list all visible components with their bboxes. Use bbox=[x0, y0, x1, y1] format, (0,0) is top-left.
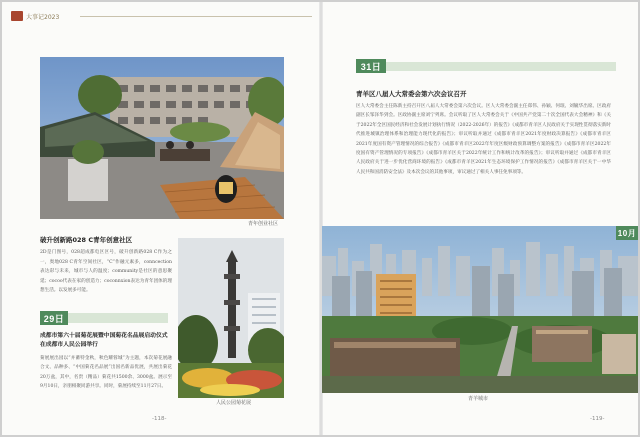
section2-body: 菊展展出园以“并蓄特金秋，秋色耀蓉城”为主题，本次菊花展融合文、品种多、“中国菊花名品展”出国名新品优展，共展出菊花20万盆，其中，名贵（精品）菊花共1500余、3000盆。展示至9月10日，亲朋相聚同游共享。同时，菊展持续至11月27日。 bbox=[40, 356, 172, 389]
logo-text: 大事记2023 bbox=[26, 13, 60, 21]
date-bar-31 bbox=[356, 62, 616, 71]
page-number-right: -119- bbox=[590, 416, 605, 422]
right-section-body: 区人大常委会主任陈新主持召开区八届人大常委会第六次会议。区人大常委会副主任郑伟、孙颖、何珉、刘毓华出席。区政府副区长邹泽华到会。区政协副主席刘宁列席。会议听取了区人大常委会关于《中国共产党第二十次全国代表大会精神》和《关于2022年全区国民经济和社会发展计划执行情况（2022-2026年）的报告》《成都市青羊区人民政府关于实现性贯彻落实新时代推进城镇治理体系和治理能力现代化的报告》；审议听取并通过《成都市青羊区2021年度财政决算报告》《成都市青羊区2021年度国有资产管理情况的综合报告》《成都市青羊区2022年年度区级财政预算调整方案的报告》《成都市青羊区2022年度国有资产管理情况的专项报告》《成都市青羊区关于2022年统计工作和统计改革的报告》；审议听取并通过《成都市青羊区人民政府关于进一步优化营商环境的报告》《成都市青羊区2021年生态环境保护工作情况的报告》《成都市青羊区关于一中华人民共和国消防安全法》及本次会议的其他事项，审议通过了相关人事任免事项等。 bbox=[356, 104, 611, 175]
header-rule bbox=[80, 16, 312, 17]
page-number-left: -118- bbox=[152, 416, 167, 422]
book-spread bbox=[2, 2, 638, 435]
city-photo-caption: 青羊城市 bbox=[468, 396, 489, 402]
date-tag-29: 29日 bbox=[40, 311, 68, 325]
header-logo bbox=[11, 9, 77, 23]
section1-body: 2D是门图号，028超成都电区区号，破升创新路028 C作为之一，奥地028 C青年空间社区，“C”作融元素多，conncection表达彩与未来，城市与人的温度；community是社区的意思聚延；cocoo代表在家的创造力；coconnxion表达为青年团体的理想生活。以发展多可能。 bbox=[40, 250, 172, 294]
month-tag: 10月 bbox=[616, 226, 638, 240]
community-courtyard-photo bbox=[40, 57, 284, 219]
chrysanthemum-show-photo bbox=[178, 238, 284, 398]
right-section-title: 青羊区八届人大常委会第六次会议召开 bbox=[356, 90, 467, 98]
tower-illustration bbox=[178, 238, 284, 398]
logo-icon bbox=[11, 11, 23, 21]
section2-title: 成都市第六十届菊花展暨中国菊花名品展启动仪式在成都市人民公园举行 bbox=[40, 333, 168, 348]
courtyard-illustration bbox=[40, 57, 284, 219]
city-skyline-photo bbox=[322, 226, 638, 393]
date-tag-31: 31日 bbox=[356, 59, 386, 73]
section1-title: 破升创新路028 C青年创意社区 bbox=[40, 236, 133, 244]
photo2-caption: 人民公园菊花展 bbox=[216, 400, 252, 406]
city-illustration bbox=[322, 226, 638, 393]
photo1-caption: 青年创业社区 bbox=[248, 221, 279, 227]
